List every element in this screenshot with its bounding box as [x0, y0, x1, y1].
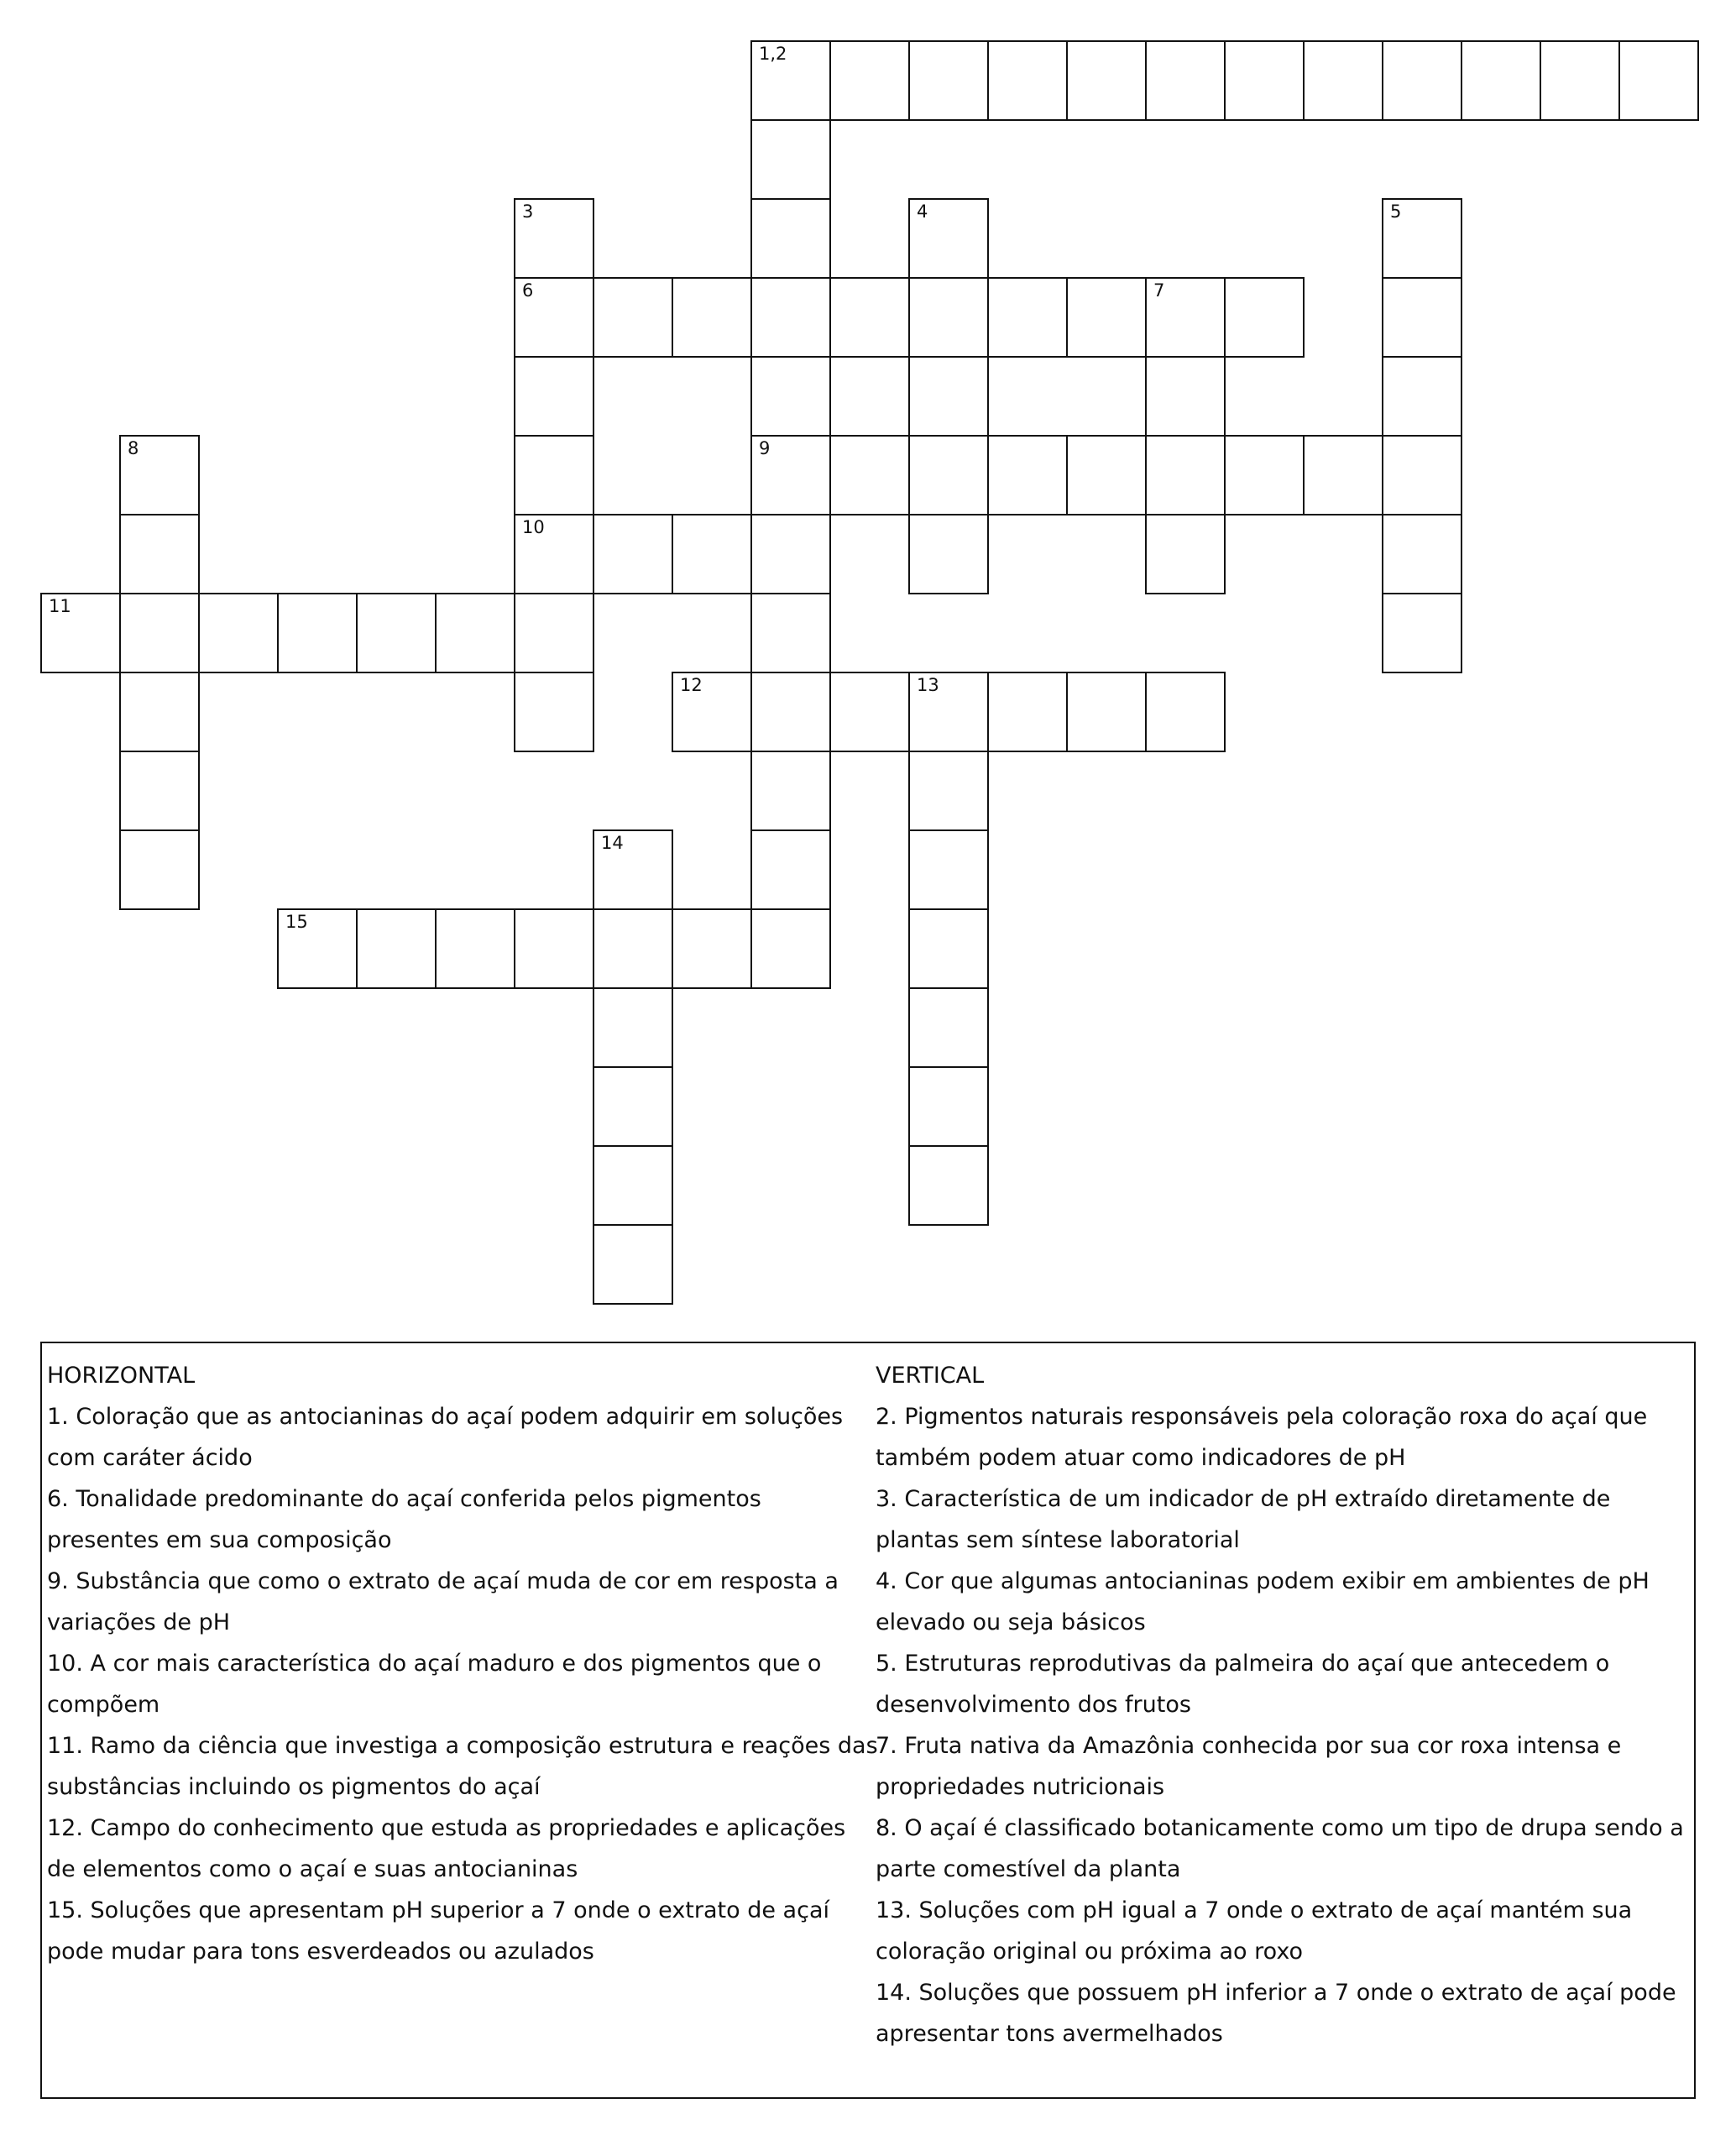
crossword-cell[interactable]: [750, 198, 831, 279]
crossword-cell[interactable]: [908, 435, 989, 515]
crossword-cell[interactable]: [1066, 672, 1147, 752]
crossword-cell[interactable]: [1145, 40, 1226, 121]
crossword-cell[interactable]: [908, 198, 989, 279]
crossword-cell[interactable]: [1382, 40, 1462, 121]
clue-horizontal: 6. Tonalidade predominante do açaí conferida pelos pigmentos presentes em sua composição: [47, 1486, 761, 1553]
crossword-cell[interactable]: [829, 435, 910, 515]
clue-number: 6: [522, 280, 534, 301]
crossword-cell[interactable]: [593, 908, 673, 989]
crossword-cell[interactable]: [593, 987, 673, 1068]
crossword-cell[interactable]: [514, 356, 594, 437]
crossword-cell[interactable]: [750, 593, 831, 673]
clue-number: 14: [601, 833, 624, 853]
crossword-cell[interactable]: [750, 672, 831, 752]
crossword-cell[interactable]: [1145, 672, 1226, 752]
crossword-cell[interactable]: [750, 277, 831, 358]
crossword-cell[interactable]: [672, 277, 752, 358]
crossword-cell[interactable]: [908, 829, 989, 910]
crossword-cell[interactable]: [987, 40, 1068, 121]
crossword-cell[interactable]: [1618, 40, 1699, 121]
crossword-cell[interactable]: [1145, 277, 1226, 358]
crossword-cell[interactable]: [1540, 40, 1620, 121]
crossword-cell[interactable]: [1382, 277, 1462, 358]
crossword-cell[interactable]: [672, 514, 752, 594]
crossword-cell[interactable]: [514, 277, 594, 358]
crossword-cell[interactable]: [672, 672, 752, 752]
crossword-cell[interactable]: [119, 829, 200, 910]
crossword-cell[interactable]: [435, 593, 515, 673]
crossword-cell[interactable]: [1461, 40, 1541, 121]
crossword-cell[interactable]: [908, 1145, 989, 1226]
crossword-cell[interactable]: [1066, 435, 1147, 515]
clue-horizontal: 1. Coloração que as antocianinas do açaí podem adquirir em soluções com caráter ácido: [47, 1404, 844, 1471]
clue-number: 15: [285, 912, 308, 932]
clue-number: 11: [49, 596, 71, 616]
clue-number: 7: [1153, 280, 1165, 301]
crossword-cell[interactable]: [593, 1145, 673, 1226]
crossword-cell[interactable]: [908, 40, 989, 121]
vertical-heading: VERTICAL: [876, 1363, 985, 1389]
clue-vertical: 8. O açaí é classificado botanicamente como um tipo de drupa sendo a parte comestível da planta: [876, 1815, 1684, 1882]
clue-number: 5: [1390, 201, 1402, 222]
crossword-cell[interactable]: [1145, 356, 1226, 437]
crossword-cell[interactable]: [908, 672, 989, 752]
clue-vertical: 13. Soluções com pH igual a 7 onde o extrato de açaí mantém sua coloração original ou próxima ao roxo: [876, 1897, 1633, 1965]
crossword-cell[interactable]: [750, 908, 831, 989]
crossword-cell[interactable]: [514, 435, 594, 515]
crossword-cell[interactable]: [277, 908, 358, 989]
clues-box: [40, 1342, 1696, 2099]
crossword-cell[interactable]: [987, 435, 1068, 515]
crossword-cell[interactable]: [908, 751, 989, 831]
crossword-cell[interactable]: [1224, 40, 1305, 121]
crossword-cell[interactable]: [514, 593, 594, 673]
crossword-cell[interactable]: [356, 593, 437, 673]
crossword-cell[interactable]: [593, 277, 673, 358]
clue-vertical: 14. Soluções que possuem pH inferior a 7 onde o extrato de açaí pode apresentar tons avermelhados: [876, 1980, 1676, 2047]
clue-horizontal: 12. Campo do conhecimento que estuda as propriedades e aplicações de elementos como o açaí e suas antocianinas: [47, 1815, 846, 1882]
crossword-cell[interactable]: [750, 40, 831, 121]
crossword-cell[interactable]: [750, 435, 831, 515]
crossword-cell[interactable]: [1382, 435, 1462, 515]
clue-vertical: 2. Pigmentos naturais responsáveis pela coloração roxa do açaí que também podem atuar como indicadores de pH: [876, 1404, 1648, 1471]
crossword-cell[interactable]: [1066, 40, 1147, 121]
clue-number: 9: [759, 438, 771, 458]
clue-number: 3: [522, 201, 534, 222]
crossword-cell[interactable]: [1382, 593, 1462, 673]
crossword-cell[interactable]: [750, 119, 831, 200]
clue-horizontal: 15. Soluções que apresentam pH superior a 7 onde o extrato de açaí pode mudar para tons esverdeados ou azulados: [47, 1897, 829, 1965]
crossword-cell[interactable]: [119, 514, 200, 594]
crossword-cell[interactable]: [119, 435, 200, 515]
crossword-cell[interactable]: [119, 751, 200, 831]
crossword-cell[interactable]: [40, 593, 121, 673]
horizontal-clues: [47, 1355, 878, 1972]
clue-horizontal: 11. Ramo da ciência que investiga a composição estrutura e reações das substâncias incluindo os pigmentos do açaí: [47, 1733, 878, 1800]
crossword-cell[interactable]: [1145, 514, 1226, 594]
crossword-cell[interactable]: [829, 277, 910, 358]
crossword-cell[interactable]: [514, 514, 594, 594]
clue-vertical: 4. Cor que algumas antocianinas podem exibir em ambientes de pH elevado ou seja básicos: [876, 1568, 1650, 1635]
clue-number: 13: [917, 675, 939, 695]
crossword-cell[interactable]: [829, 40, 910, 121]
clue-number: 10: [522, 517, 545, 537]
crossword-cell[interactable]: [1382, 514, 1462, 594]
crossword-cell[interactable]: [1145, 435, 1226, 515]
clue-number: 8: [128, 438, 139, 458]
crossword-cell[interactable]: [1224, 435, 1305, 515]
crossword-cell[interactable]: [908, 356, 989, 437]
crossword-cell[interactable]: [750, 514, 831, 594]
crossword-cell[interactable]: [514, 672, 594, 752]
crossword-cell[interactable]: [593, 1066, 673, 1147]
crossword-cell[interactable]: [119, 593, 200, 673]
crossword-cell[interactable]: [593, 829, 673, 910]
crossword-cell[interactable]: [908, 987, 989, 1068]
crossword-cell[interactable]: [908, 514, 989, 594]
crossword-cell[interactable]: [277, 593, 358, 673]
vertical-clues: [876, 1355, 1690, 2054]
crossword-cell[interactable]: [987, 672, 1068, 752]
clue-horizontal: 9. Substância que como o extrato de açaí muda de cor em resposta a variações de pH: [47, 1568, 839, 1635]
crossword-cell[interactable]: [750, 751, 831, 831]
crossword-cell[interactable]: [672, 908, 752, 989]
crossword-cell[interactable]: [435, 908, 515, 989]
horizontal-heading: HORIZONTAL: [47, 1363, 196, 1389]
crossword-cell[interactable]: [908, 908, 989, 989]
clue-vertical: 7. Fruta nativa da Amazônia conhecida por sua cor roxa intensa e propriedades nutricionais: [876, 1733, 1622, 1800]
clue-number: 4: [917, 201, 928, 222]
crossword-cell[interactable]: [1303, 435, 1383, 515]
crossword-cell[interactable]: [987, 277, 1068, 358]
crossword-cell[interactable]: [908, 277, 989, 358]
crossword-cell[interactable]: [514, 198, 594, 279]
crossword-cell[interactable]: [1382, 198, 1462, 279]
crossword-cell[interactable]: [1303, 40, 1383, 121]
crossword-cell[interactable]: [1382, 356, 1462, 437]
crossword-cell[interactable]: [750, 356, 831, 437]
crossword-cell[interactable]: [119, 672, 200, 752]
crossword-cell[interactable]: [514, 908, 594, 989]
crossword-cell[interactable]: [829, 672, 910, 752]
clue-number: 1,2: [759, 44, 787, 64]
clue-vertical: 5. Estruturas reprodutivas da palmeira do açaí que antecedem o desenvolvimento dos frutos: [876, 1651, 1610, 1718]
crossword-cell[interactable]: [908, 1066, 989, 1147]
clue-horizontal: 10. A cor mais característica do açaí maduro e dos pigmentos que o compõem: [47, 1651, 822, 1718]
clue-number: 12: [680, 675, 703, 695]
crossword-cell[interactable]: [356, 908, 437, 989]
crossword-cell[interactable]: [593, 514, 673, 594]
crossword-cell[interactable]: [593, 1224, 673, 1305]
crossword-cell[interactable]: [1224, 277, 1305, 358]
crossword-cell[interactable]: [198, 593, 279, 673]
crossword-cell[interactable]: [1066, 277, 1147, 358]
crossword-cell[interactable]: [750, 829, 831, 910]
clue-vertical: 3. Característica de um indicador de pH extraído diretamente de plantas sem síntese laboratorial: [876, 1486, 1611, 1553]
